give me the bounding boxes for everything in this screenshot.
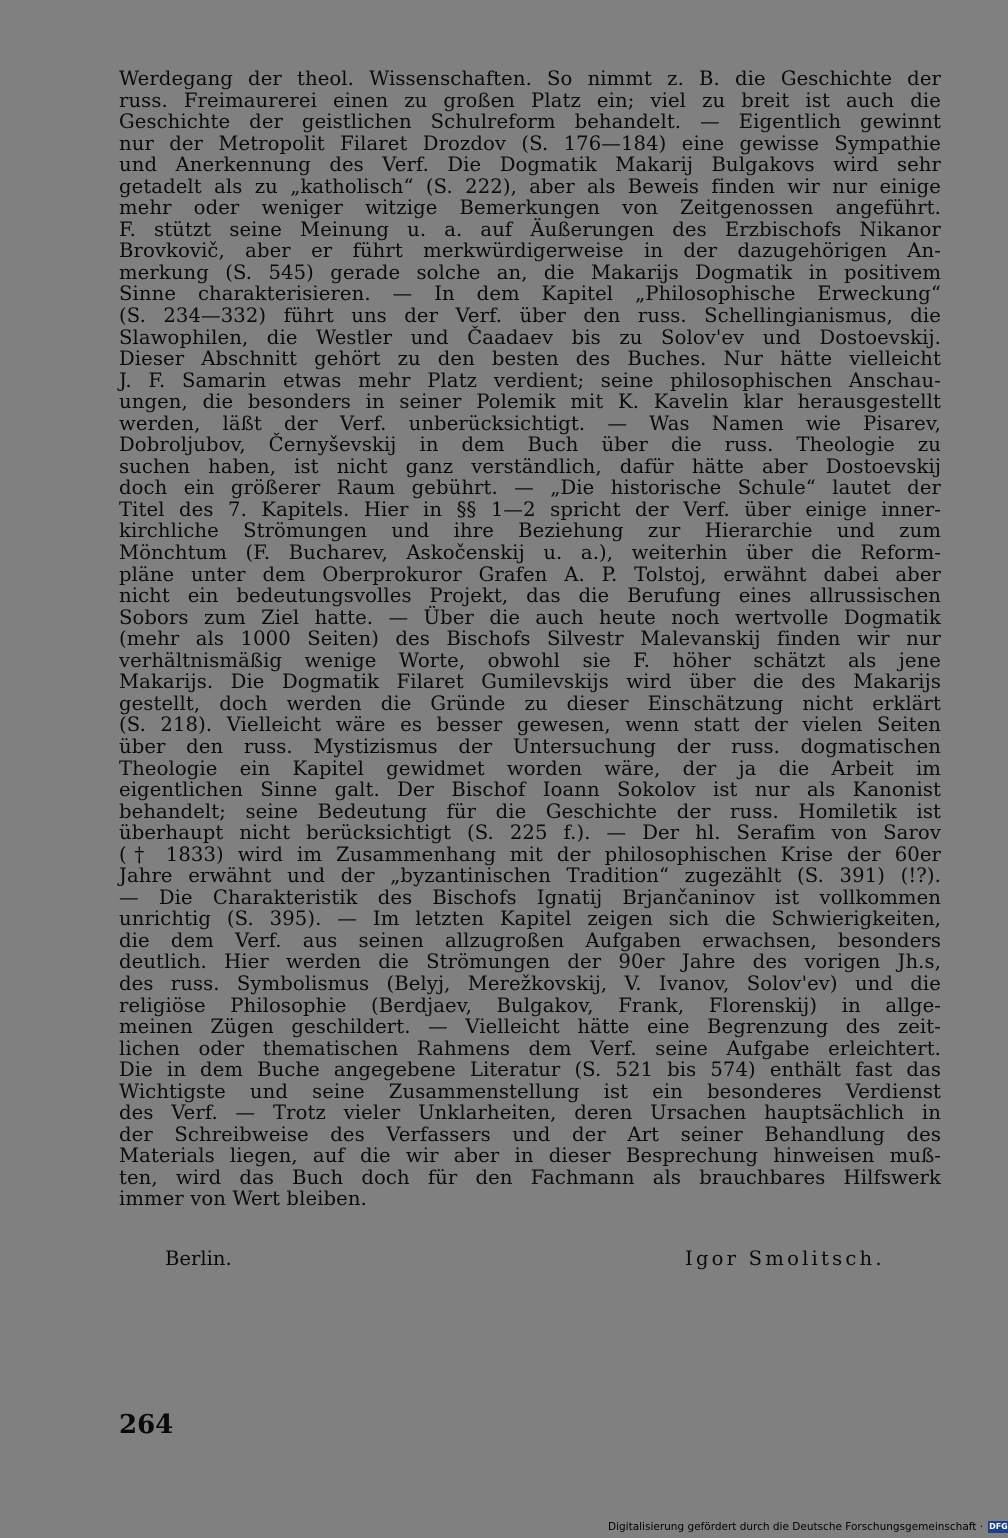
text-line: russ. Freimaurerei einen zu großen Platz ein; viel zu breit ist auch die	[119, 88, 941, 112]
text-line: Dieser Abschnitt gehört zu den besten des Buches. Nur hätte vielleicht	[119, 347, 941, 371]
text-line: eigentlichen Sinne galt. Der Bischof Ioann Sokolov ist nur als Kanonist	[119, 778, 941, 802]
text-line: getadelt als zu „katholisch“ (S. 222), aber als Beweis finden wir nur einige	[119, 174, 941, 198]
dfg-logo-icon: DFG	[989, 1522, 1008, 1531]
signature-place: Berlin.	[165, 1247, 232, 1270]
text-line: Mönchtum (F. Bucharev, Askočenskij u. a.), weiterhin über die Reform-	[119, 541, 941, 565]
text-line: mehr oder weniger witzige Bemerkungen von Zeitgenossen angeführt.	[119, 196, 941, 220]
text-line: — Die Charakteristik des Bischofs Ignatij Brjančaninov ist vollkommen	[119, 885, 941, 909]
text-line: Slawophilen, die Westler und Čaadaev bis zu Solov'ev und Dostoevskij.	[119, 325, 941, 349]
text-line: verhältnismäßig wenige Worte, obwohl sie F. höher schätzt als jene	[119, 648, 941, 672]
text-line: F. stützt seine Meinung u. a. auf Äußerungen des Erzbischofs Nikanor	[119, 217, 941, 241]
text-line: ungen, die besonders in seiner Polemik mit K. Kavelin klar herausgestellt	[119, 390, 941, 414]
text-line: deutlich. Hier werden die Strömungen der 90er Jahre des vorigen Jh.s,	[119, 950, 941, 974]
text-line: Sinne charakterisieren. — In dem Kapitel „Philosophische Erweckung“	[119, 282, 941, 306]
text-line: (S. 218). Vielleicht wäre es besser gewesen, wenn statt der vielen Seiten	[119, 713, 941, 737]
text-line: meinen Zügen geschildert. — Vielleicht hätte eine Begrenzung des zeit-	[119, 1015, 941, 1039]
review-body	[119, 68, 941, 1210]
text-line: nur der Metropolit Filaret Drozdov (S. 176—184) eine gewisse Sympathie	[119, 131, 941, 155]
signature-line	[119, 1247, 941, 1271]
text-line: (S. 234—332) führt uns der Verf. über den russ. Schellingianismus, die	[119, 304, 941, 328]
text-line: Theologie ein Kapitel gewidmet worden wäre, der ja die Arbeit im	[119, 756, 941, 780]
text-line: doch ein größerer Raum gebührt. — „Die historische Schule“ lautet der	[119, 476, 941, 500]
text-line: Geschichte der geistlichen Schulreform behandelt. — Eigentlich gewinnt	[119, 110, 941, 134]
text-line: des russ. Symbolismus (Belyj, Merežkovskij, V. Ivanov, Solov'ev) und die	[119, 971, 941, 995]
text-line: Materials liegen, auf die wir aber in dieser Besprechung hinweisen muß-	[119, 1144, 941, 1168]
text-line: Jahre erwähnt und der „byzantinischen Tradition“ zugezählt (S. 391) (!?).	[119, 864, 941, 888]
text-line: gestellt, doch werden die Gründe zu dieser Einschätzung nicht erklärt	[119, 691, 941, 715]
text-line: J. F. Samarin etwas mehr Platz verdient; seine philosophischen Anschau-	[119, 368, 941, 392]
text-line: Dobroljubov, Černyševskij in dem Buch über die russ. Theologie zu	[119, 433, 941, 457]
text-line: Die in dem Buche angegebene Literatur (S. 521 bis 574) enthält fast das	[119, 1058, 941, 1082]
digitization-footer	[608, 1519, 1008, 1535]
text-line: († 1833) wird im Zusammenhang mit der philosophischen Krise der 60er	[119, 842, 941, 866]
text-line: kirchliche Strömungen und ihre Beziehung zur Hierarchie und zum	[119, 519, 941, 543]
text-line: der Schreibweise des Verfassers und der Art seiner Behandlung des	[119, 1122, 941, 1146]
text-line: Wichtigste und seine Zusammenstellung ist ein besonderes Verdienst	[119, 1079, 941, 1103]
text-line: immer von Wert bleiben.	[119, 1187, 367, 1211]
footer-text: Digitalisierung gefördert durch die Deutsche Forschungsgemeinschaft ·	[608, 1521, 984, 1533]
text-line: nicht ein bedeutungsvolles Projekt, das die Berufung eines allrussischen	[119, 584, 941, 608]
text-line: des Verf. — Trotz vieler Unklarheiten, deren Ursachen hauptsächlich in	[119, 1101, 941, 1125]
text-line: Titel des 7. Kapitels. Hier in §§ 1—2 spricht der Verf. über einige inner-	[119, 497, 941, 521]
text-line: Werdegang der theol. Wissenschaften. So nimmt z. B. die Geschichte der	[119, 67, 941, 90]
text-line: suchen haben, ist nicht ganz verständlich, dafür hätte aber Dostoevskij	[119, 454, 941, 478]
text-line: Sobors zum Ziel hatte. — Über die auch heute noch wertvolle Dogmatik	[119, 605, 941, 629]
text-line: pläne unter dem Oberprokuror Grafen A. P. Tolstoj, erwähnt dabei aber	[119, 562, 941, 586]
text-line: merkung (S. 545) gerade solche an, die Makarijs Dogmatik in positivem	[119, 260, 941, 284]
text-line: Makarijs. Die Dogmatik Filaret Gumilevskijs wird über die des Makarijs	[119, 670, 941, 694]
text-line: die dem Verf. aus seinen allzugroßen Aufgaben erwachsen, besonders	[119, 928, 941, 952]
text-line: werden, läßt der Verf. unberücksichtigt. — Was Namen wie Pisarev,	[119, 411, 941, 435]
text-line: überhaupt nicht berücksichtigt (S. 225 f.). — Der hl. Serafim von Sarov	[119, 821, 941, 845]
text-line: religiöse Philosophie (Berdjaev, Bulgakov, Frank, Florenskij) in allge-	[119, 993, 941, 1017]
text-line: behandelt; seine Bedeutung für die Geschichte der russ. Homiletik ist	[119, 799, 941, 823]
text-line: und Anerkennung des Verf. Die Dogmatik Makarij Bulgakovs wird sehr	[119, 153, 941, 177]
page-number: 264	[119, 1410, 174, 1440]
text-line: lichen oder thematischen Rahmens dem Verf. seine Aufgabe erleichtert.	[119, 1036, 941, 1060]
text-line: unrichtig (S. 395). — Im letzten Kapitel zeigen sich die Schwierigkeiten,	[119, 907, 941, 931]
text-line: über den russ. Mystizismus der Untersuchung der russ. dogmatischen	[119, 734, 941, 758]
signature-author: Igor Smolitsch.	[685, 1247, 885, 1270]
text-line: ten, wird das Buch doch für den Fachmann als brauchbares Hilfswerk	[119, 1165, 941, 1189]
text-line: (mehr als 1000 Seiten) des Bischofs Silvestr Malevanskij finden wir nur	[119, 627, 941, 651]
text-line: Brovkovič, aber er führt merkwürdigerweise in der dazugehörigen An-	[119, 239, 941, 263]
